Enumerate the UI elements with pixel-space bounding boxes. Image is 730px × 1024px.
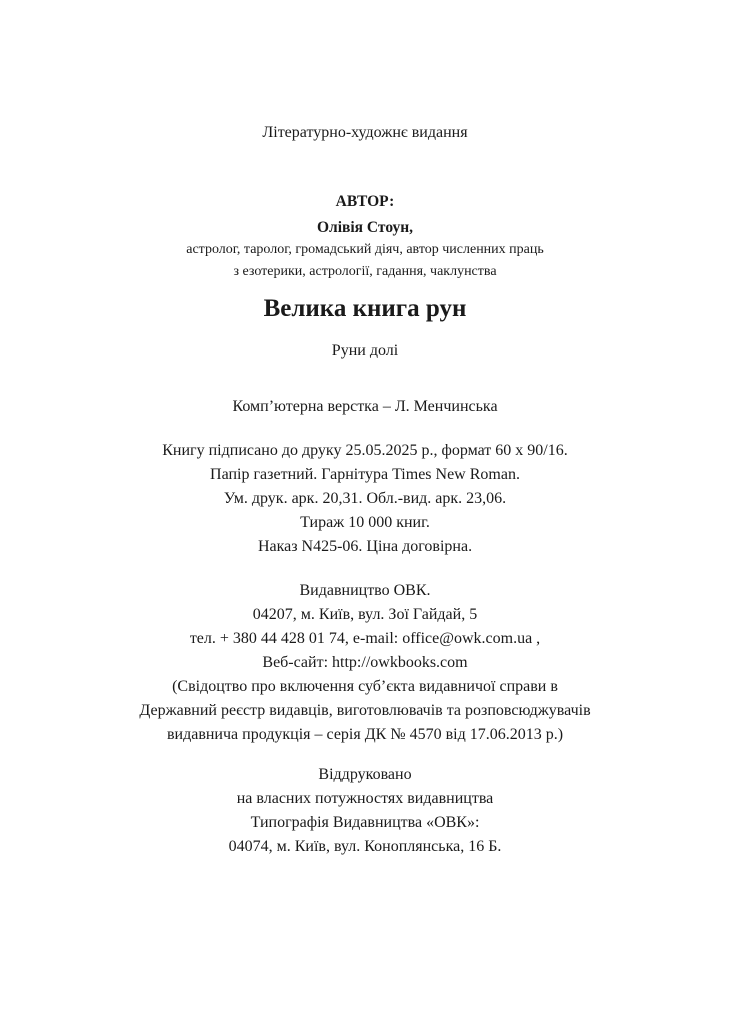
book-title: Велика книга рун — [263, 295, 467, 322]
publisher-line: Веб-сайт: http://owkbooks.com — [262, 654, 468, 671]
publisher-line: тел. + 380 44 428 01 74, e-mail: office@owk.com.ua , — [189, 630, 541, 647]
genre-label: Літературно-художнє видання — [262, 124, 468, 141]
publisher-line: 04207, м. Київ, вул. Зої Гайдай, 5 — [252, 606, 478, 623]
print-detail-line: Папір газетний. Гарнітура Times New Roman. — [210, 466, 520, 483]
printing-line: Типографія Видавництва «ОВК»: — [250, 814, 480, 831]
book-subtitle: Руни долі — [331, 342, 399, 359]
print-detail-line: Тираж 10 000 книг. — [300, 514, 430, 531]
printing-line: Віддруковано — [318, 766, 412, 783]
publisher-line: видавнича продукція – серія ДК № 4570 від 17.06.2013 р.) — [166, 726, 564, 743]
author-label: АВТОР: — [335, 193, 395, 210]
printing-line: 04074, м. Київ, вул. Коноплянська, 16 Б. — [228, 838, 502, 855]
print-detail-line: Наказ N425-06. Ціна договірна. — [257, 538, 473, 555]
publisher-line: Державний реєстр видавців, виготовлювачів та розповсюджувачів — [139, 702, 591, 719]
print-detail-line: Ум. друк. арк. 20,31. Обл.-вид. арк. 23,06. — [223, 490, 507, 507]
printing-line: на власних потужностях видавництва — [236, 790, 494, 807]
print-detail-line: Книгу підписано до друку 25.05.2025 р., формат 60 х 90/16. — [162, 442, 568, 459]
publisher-line: Видавництво ОВК. — [299, 582, 431, 599]
publisher-line: (Свідоцтво про включення суб’єкта видавничої справи в — [172, 678, 558, 695]
author-name: Олівія Стоун, — [316, 219, 414, 236]
layout-credit: Комп’ютерна верстка – Л. Менчинська — [232, 398, 498, 415]
author-description-line: астролог, таролог, громадський діяч, автор численних праць — [186, 242, 544, 257]
author-description-line: з езотерики, астрології, гадання, чаклунства — [233, 264, 497, 279]
